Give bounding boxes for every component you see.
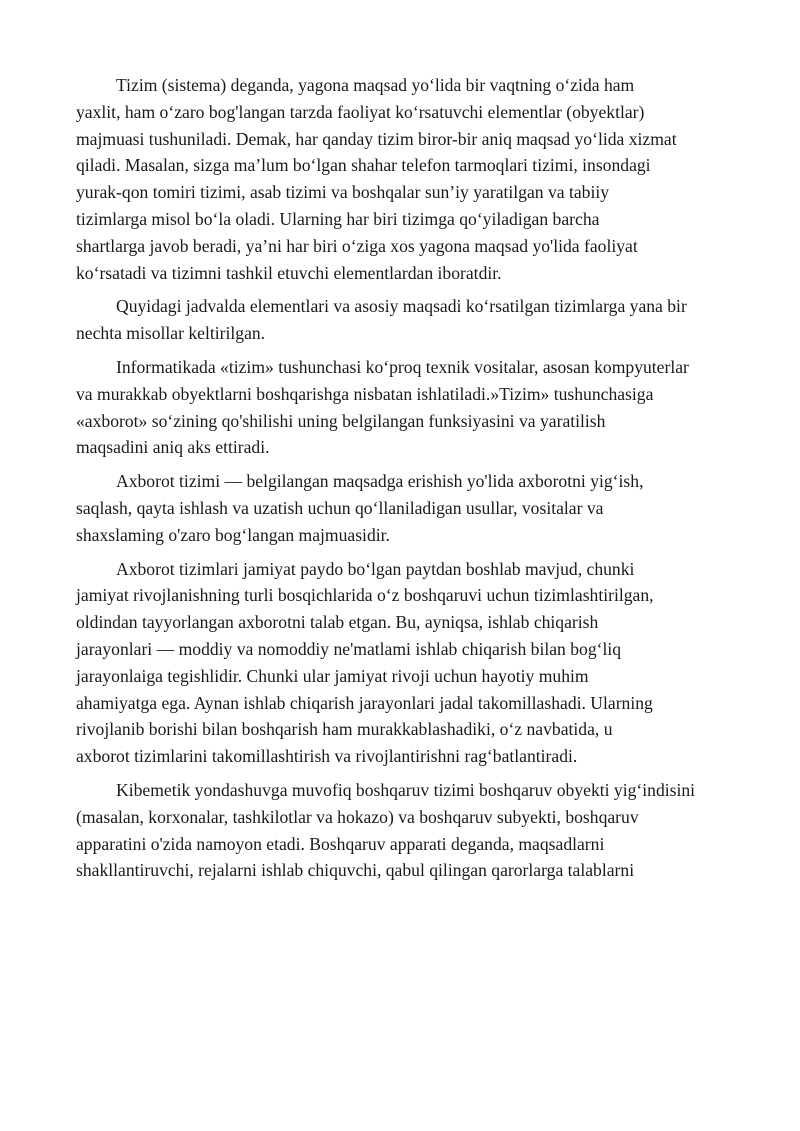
text-line: saqlash, qayta ishlash va uzatish uchun qo‘llaniladigan usullar, vositalar va [76, 497, 604, 518]
text-line: shaxslaming o'zaro bog‘langan majmuasidir. [76, 524, 390, 545]
text-line: axborot tizimlarini takomillashtirish va rivojlantirishni rag‘batlantiradi. [76, 746, 578, 767]
text-line: apparatini o'zida namoyon etadi. Boshqaruv apparati deganda, maqsadlarni [76, 833, 605, 854]
text-line: Axborot tizimlari jamiyat paydo bo‘lgan paytdan boshlab mavjud, chunki [116, 558, 635, 579]
paragraph [76, 777, 746, 884]
text-line: Kibemetik yondashuvga muvofiq boshqaruv tizimi boshqaruv obyekti yig‘indisini [116, 779, 696, 800]
text-line: tizimlarga misol bo‘la oladi. Ularning har biri tizimga qo‘yiladigan barcha [76, 208, 600, 229]
paragraph [76, 293, 746, 347]
text-line: va murakkab obyektlarni boshqarishga nisbatan ishlatiladi.»Tizim» tushunchasiga [76, 383, 654, 404]
text-line: oldindan tayyorlangan axborotni talab etgan. Bu, ayniqsa, ishlab chiqarish [76, 612, 599, 633]
paragraph [76, 354, 746, 461]
text-line: Axborot tizimi — belgilangan maqsadga erishish yo'lida axborotni yig‘ish, [116, 471, 644, 492]
text-line: «axborot» so‘zining qo'shilishi uning belgilangan funksiyasini va yaratilish [76, 410, 606, 431]
text-line: jarayonlaiga tegishlidir. Chunki ular jamiyat rivoji uchun hayotiy muhim [76, 665, 589, 686]
text-line: ko‘rsatadi va tizimni tashkil etuvchi elementlardan iboratdir. [76, 262, 502, 283]
text-line: yaxlit, ham o‘zaro bog'langan tarzda faoliyat ko‘rsatuvchi elementlar (obyektlar) [76, 101, 645, 122]
paragraph [76, 468, 746, 548]
text-line: rivojlanib borishi bilan boshqarish ham murakkablashadiki, o‘z navbatida, u [76, 719, 613, 740]
paragraph [76, 556, 746, 770]
text-line: ahamiyatga ega. Aynan ishlab chiqarish jarayonlari jadal takomillashadi. Ularning [76, 692, 653, 713]
text-line: shakllantiruvchi, rejalarni ishlab chiquvchi, qabul qilingan qarorlarga talablarni [76, 860, 635, 881]
text-line: nechta misollar keltirilgan. [76, 323, 266, 344]
text-line: Informatikada «tizim» tushunchasi ko‘proq texnik vositalar, asosan kompyuterlar [116, 356, 689, 377]
document-body [76, 72, 746, 891]
text-line: shartlarga javob beradi, ya’ni har biri o‘ziga xos yagona maqsad yo'lida faoliyat [76, 235, 638, 256]
text-line: yurak-qon tomiri tizimi, asab tizimi va boshqalar sun’iy yaratilgan va tabiiy [76, 182, 610, 203]
text-line: jarayonlari — moddiy va nomoddiy ne'matlami ishlab chiqarish bilan bog‘liq [76, 638, 622, 659]
text-line: maqsadini aniq aks ettiradi. [76, 437, 270, 458]
text-line: (masalan, korxonalar, tashkilotlar va hokazo) va boshqaruv subyekti, boshqaruv [76, 806, 639, 827]
text-line: jamiyat rivojlanishning turli bosqichlarida o‘z boshqaruvi uchun tizimlashtirilgan, [76, 585, 654, 606]
text-line: Tizim (sistema) deganda, yagona maqsad yo‘lida bir vaqtning o‘zida ham [116, 75, 635, 95]
text-line: qiladi. Masalan, sizga ma’lum bo‘lgan shahar telefon tarmoqlari tizimi, insondagi [76, 155, 651, 176]
paragraph [76, 72, 746, 286]
text-line: Quyidagi jadvalda elementlari va asosiy maqsadi ko‘rsatilgan tizimlarga yana bir [116, 296, 687, 317]
text-line: majmuasi tushuniladi. Demak, har qanday tizim biror-bir aniq maqsad yo‘lida xizmat [76, 128, 677, 149]
